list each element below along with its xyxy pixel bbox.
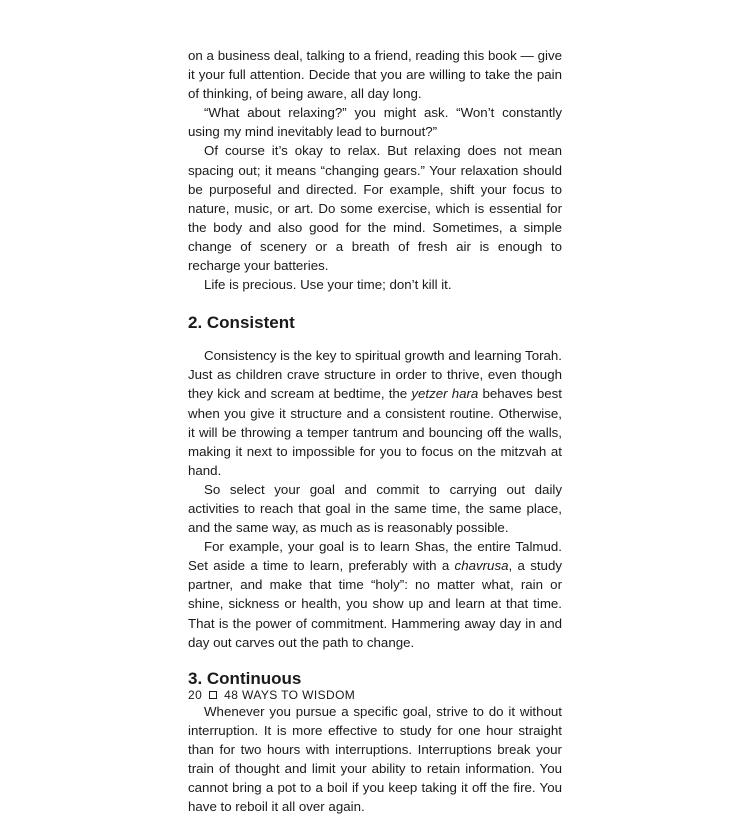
emphasis-term: yetzer hara xyxy=(411,386,479,402)
paragraph-consistency xyxy=(188,346,562,480)
text-run: behaves best when you give it structure and a consistent routine. Otherwise, it will be throwing a temper tantrum and bouncing off the walls, making it next to impossible for you to focus on the mitzvah at hand. xyxy=(188,386,562,478)
paragraph-relaxing-answer: Of course it’s okay to relax. But relaxing does not mean spacing out; it means “changing gears.” Your relaxation should be purposeful and directed. For example, shift your focus to nature, music, or art. Do some exercise, which is essential for the body and also good for the mind. Sometimes, a simple change of scenery or a breath of fresh air is enough to recharge your batteries. xyxy=(188,143,562,274)
heading-continuous: 3. Continuous xyxy=(188,668,302,688)
paragraph-continuous: Whenever you pursue a specific goal, strive to do it without interruption. It is more effective to study for one hour straight than for two hours with interruptions. Interruptions break your train of thought and limit your ability to retain information. You cannot bring a pot to a boil if you keep taking it off the fire. You have to reboil it all over again. xyxy=(188,703,562,815)
heading-consistent: 2. Consistent xyxy=(188,313,295,333)
square-bullet-icon xyxy=(209,691,217,699)
page-footer xyxy=(188,688,355,702)
paragraph-relaxing-question: “What about relaxing?” you might ask. “Won’t constantly using my mind inevitably lead to burnout?” xyxy=(188,105,562,140)
page-number: 20 xyxy=(188,688,203,702)
text-run: For example, your goal is to learn Shas, the entire Talmud. Set aside a time to learn, preferably with a xyxy=(188,539,562,574)
paragraph-life-precious: Life is precious. Use your time; don’t kill it. xyxy=(204,277,452,293)
paragraph-select-goal: So select your goal and commit to carrying out daily activities to reach that goal in the same time, the same place, and the same way, as much as is reasonably possible. xyxy=(188,481,562,536)
text-run: , a study partner, and make that time “holy”: no matter what, rain or shine, sickness or health, you show up and learn at that time. That is the power of commitment. Hammering away day in and day out carves out the path to change. xyxy=(188,558,562,650)
paragraph-continued: on a business deal, talking to a friend, reading this book — give it your full attention. Decide that you are willing to take the pain of thinking, of being aware, all day long. xyxy=(188,48,562,102)
text-run: Consistency is the key to spiritual growth and learning Torah. Just as children crave structure in order to thrive, even though they kick and scream at bedtime, the xyxy=(188,348,562,402)
running-title: 48 WAYS TO WISDOM xyxy=(224,688,356,702)
emphasis-term: chavrusa xyxy=(454,558,509,574)
paragraph-shas-example xyxy=(188,537,562,652)
